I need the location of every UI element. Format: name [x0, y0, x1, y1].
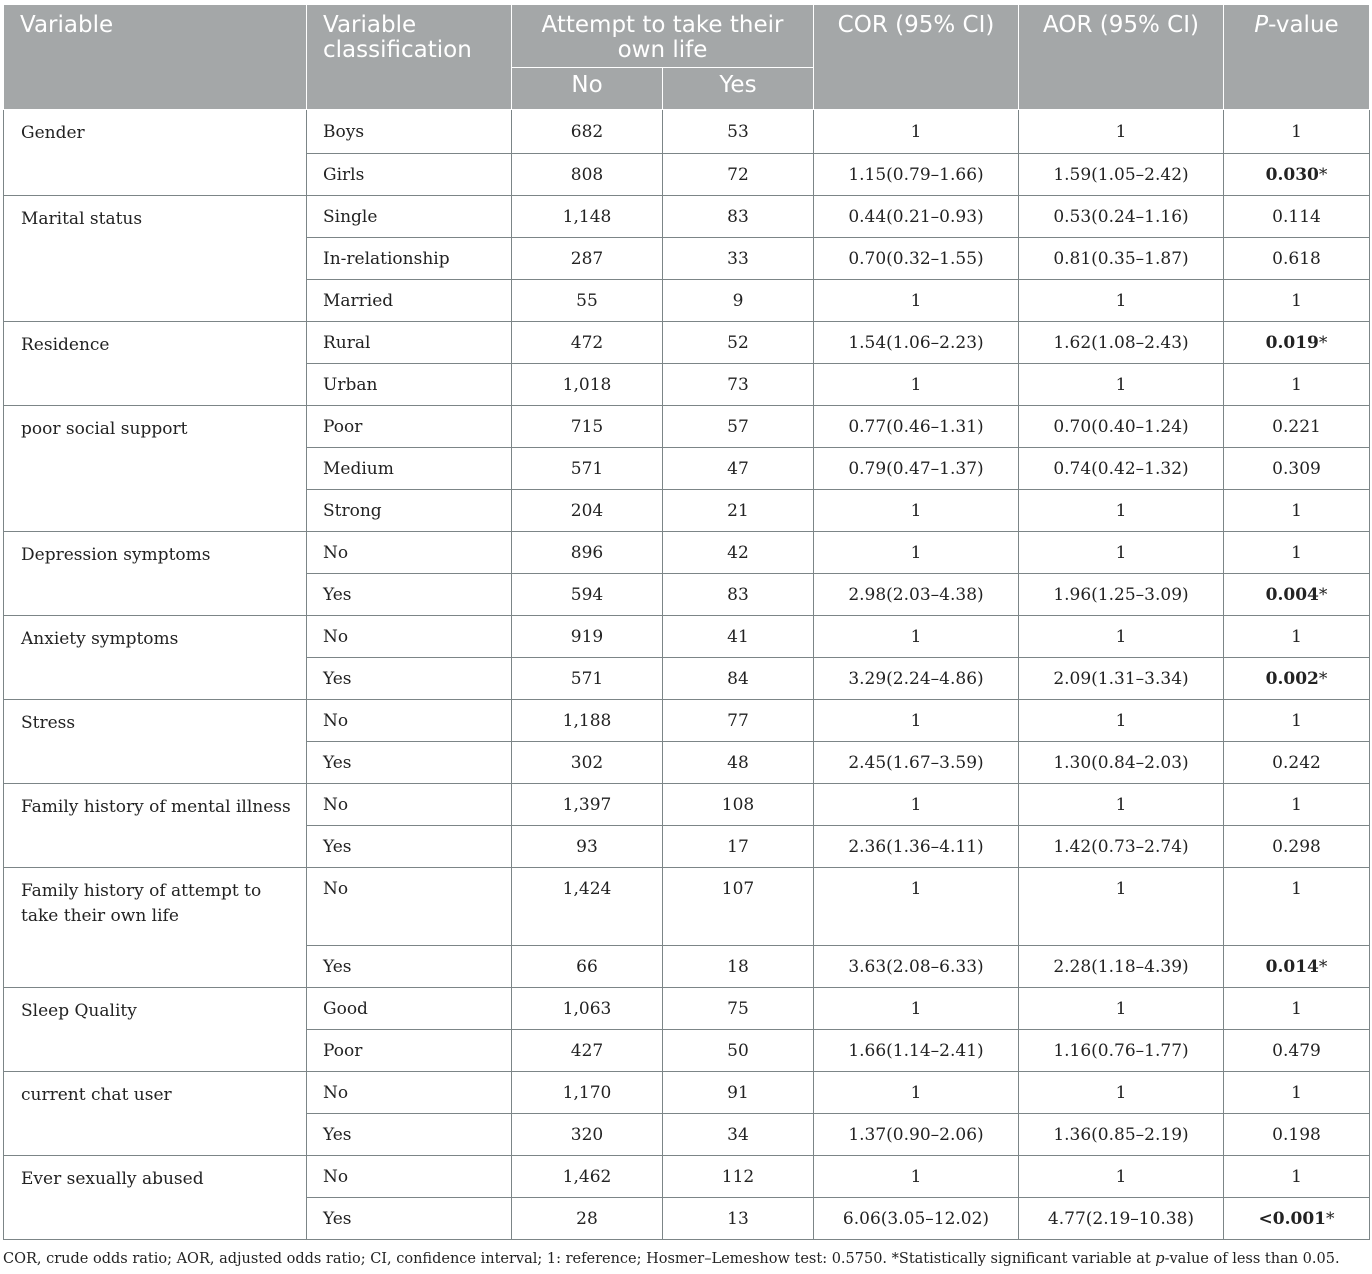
count-yes-cell: 77 [663, 700, 814, 742]
count-yes-cell: 72 [663, 154, 814, 196]
significance-marker: * [1318, 164, 1328, 185]
pvalue-text: 1 [1291, 879, 1302, 899]
aor-cell: 0.74(0.42–1.32) [1019, 448, 1224, 490]
aor-cell: 1.96(1.25–3.09) [1019, 574, 1224, 616]
variable-cell: current chat user [4, 1072, 307, 1156]
pvalue-cell [1224, 658, 1370, 700]
pvalue-cell [1224, 1114, 1370, 1156]
cor-cell: 2.36(1.36–4.11) [814, 826, 1019, 868]
pvalue-cell [1224, 988, 1370, 1030]
variable-cell: Ever sexually abused [4, 1156, 307, 1240]
header-pvalue-italic: P [1254, 12, 1269, 38]
footnote-text-2: -value of less than 0.05. [1164, 1251, 1340, 1267]
aor-cell: 2.28(1.18–4.39) [1019, 946, 1224, 988]
pvalue-text: 0.004 [1265, 584, 1319, 605]
pvalue-cell [1224, 532, 1370, 574]
pvalue-cell [1224, 742, 1370, 784]
pvalue-text: 0.019 [1265, 332, 1319, 353]
classification-cell: Urban [307, 364, 512, 406]
header-attempt: Attempt to take their own life [512, 5, 814, 68]
aor-cell: 1 [1019, 110, 1224, 154]
classification-cell: In-relationship [307, 238, 512, 280]
aor-cell: 1.36(0.85–2.19) [1019, 1114, 1224, 1156]
pvalue-cell [1224, 322, 1370, 364]
cor-cell: 1.37(0.90–2.06) [814, 1114, 1019, 1156]
pvalue-cell [1224, 574, 1370, 616]
aor-cell: 1 [1019, 364, 1224, 406]
count-no-cell: 1,063 [512, 988, 663, 1030]
classification-cell: Poor [307, 406, 512, 448]
pvalue-text: 1 [1291, 626, 1302, 647]
pvalue-text: 0.198 [1272, 1124, 1321, 1145]
classification-cell: Girls [307, 154, 512, 196]
table-row [4, 1072, 1370, 1114]
cor-cell: 1 [814, 700, 1019, 742]
regression-table [3, 4, 1370, 1240]
pvalue-text: 0.479 [1272, 1040, 1321, 1061]
pvalue-text: 0.002 [1265, 668, 1319, 689]
aor-cell: 1.30(0.84–2.03) [1019, 742, 1224, 784]
count-yes-cell: 75 [663, 988, 814, 1030]
count-no-cell: 28 [512, 1198, 663, 1240]
count-no-cell: 1,424 [512, 868, 663, 946]
pvalue-cell [1224, 490, 1370, 532]
pvalue-cell [1224, 238, 1370, 280]
cor-cell: 1 [814, 784, 1019, 826]
table-row [4, 784, 1370, 826]
pvalue-text: 1 [1291, 1166, 1302, 1187]
pvalue-text: 0.242 [1272, 752, 1321, 773]
count-yes-cell: 42 [663, 532, 814, 574]
significance-marker: * [1318, 584, 1328, 605]
count-yes-cell: 34 [663, 1114, 814, 1156]
table-body [4, 110, 1370, 1240]
pvalue-text: 0.014 [1265, 956, 1319, 977]
aor-cell: 1 [1019, 280, 1224, 322]
classification-cell: No [307, 532, 512, 574]
cor-cell: 0.70(0.32–1.55) [814, 238, 1019, 280]
count-no-cell: 204 [512, 490, 663, 532]
table-row [4, 196, 1370, 238]
cor-cell: 1 [814, 616, 1019, 658]
pvalue-text: 0.030 [1265, 164, 1319, 185]
pvalue-text: 1 [1291, 121, 1302, 142]
classification-cell: No [307, 868, 512, 946]
pvalue-cell [1224, 1156, 1370, 1198]
cor-cell: 0.79(0.47–1.37) [814, 448, 1019, 490]
classification-cell: Good [307, 988, 512, 1030]
variable-cell: poor social support [4, 406, 307, 532]
count-yes-cell: 41 [663, 616, 814, 658]
count-yes-cell: 83 [663, 574, 814, 616]
classification-cell: Yes [307, 742, 512, 784]
count-yes-cell: 84 [663, 658, 814, 700]
cor-cell: 1.66(1.14–2.41) [814, 1030, 1019, 1072]
pvalue-cell [1224, 406, 1370, 448]
count-yes-cell: 47 [663, 448, 814, 490]
aor-cell: 1.59(1.05–2.42) [1019, 154, 1224, 196]
classification-cell: No [307, 784, 512, 826]
cor-cell: 1 [814, 490, 1019, 532]
pvalue-cell [1224, 826, 1370, 868]
variable-cell: Stress [4, 700, 307, 784]
count-no-cell: 594 [512, 574, 663, 616]
footnote-text-1: COR, crude odds ratio; AOR, adjusted odds ratio; CI, confidence interval; 1: reference; Hosmer–Lemeshow test: 0.5750. *Statistically significant variable at [3, 1251, 1156, 1267]
count-yes-cell: 48 [663, 742, 814, 784]
count-yes-cell: 52 [663, 322, 814, 364]
aor-cell: 4.77(2.19–10.38) [1019, 1198, 1224, 1240]
count-no-cell: 571 [512, 448, 663, 490]
count-no-cell: 287 [512, 238, 663, 280]
pvalue-text: 1 [1291, 500, 1302, 521]
count-no-cell: 715 [512, 406, 663, 448]
cor-cell: 1 [814, 110, 1019, 154]
aor-cell: 1 [1019, 1156, 1224, 1198]
count-no-cell: 66 [512, 946, 663, 988]
count-no-cell: 919 [512, 616, 663, 658]
significance-marker: * [1318, 956, 1328, 977]
aor-cell: 0.81(0.35–1.87) [1019, 238, 1224, 280]
classification-cell: Boys [307, 110, 512, 154]
count-no-cell: 682 [512, 110, 663, 154]
pvalue-cell [1224, 196, 1370, 238]
classification-cell: Yes [307, 658, 512, 700]
pvalue-cell [1224, 1198, 1370, 1240]
pvalue-text: 0.298 [1272, 836, 1321, 857]
table-row [4, 406, 1370, 448]
aor-cell: 1.62(1.08–2.43) [1019, 322, 1224, 364]
count-yes-cell: 13 [663, 1198, 814, 1240]
classification-cell: No [307, 700, 512, 742]
classification-cell: No [307, 616, 512, 658]
cor-cell: 6.06(3.05–12.02) [814, 1198, 1019, 1240]
count-no-cell: 1,170 [512, 1072, 663, 1114]
aor-cell: 1 [1019, 868, 1224, 946]
pvalue-text: 1 [1291, 710, 1302, 731]
aor-cell: 2.09(1.31–3.34) [1019, 658, 1224, 700]
pvalue-cell [1224, 946, 1370, 988]
pvalue-cell [1224, 448, 1370, 490]
cor-cell: 0.77(0.46–1.31) [814, 406, 1019, 448]
header-pvalue [1224, 5, 1370, 110]
pvalue-cell [1224, 110, 1370, 154]
header-pvalue-rest: -value [1268, 12, 1339, 38]
pvalue-text: 1 [1291, 998, 1302, 1019]
classification-cell: Yes [307, 946, 512, 988]
count-yes-cell: 9 [663, 280, 814, 322]
aor-cell: 1 [1019, 616, 1224, 658]
variable-cell: Family history of mental illness [4, 784, 307, 868]
aor-cell: 1 [1019, 490, 1224, 532]
cor-cell: 1 [814, 532, 1019, 574]
aor-cell: 1.42(0.73–2.74) [1019, 826, 1224, 868]
cor-cell: 3.29(2.24–4.86) [814, 658, 1019, 700]
pvalue-cell [1224, 1030, 1370, 1072]
cor-cell: 2.45(1.67–3.59) [814, 742, 1019, 784]
count-no-cell: 1,462 [512, 1156, 663, 1198]
aor-cell: 1 [1019, 784, 1224, 826]
count-yes-cell: 21 [663, 490, 814, 532]
count-yes-cell: 50 [663, 1030, 814, 1072]
pvalue-text: 0.221 [1272, 416, 1321, 437]
pvalue-text: <0.001 [1258, 1208, 1326, 1229]
cor-cell: 1 [814, 868, 1019, 946]
count-no-cell: 1,397 [512, 784, 663, 826]
count-no-cell: 302 [512, 742, 663, 784]
count-no-cell: 472 [512, 322, 663, 364]
count-no-cell: 93 [512, 826, 663, 868]
cor-cell: 1 [814, 1156, 1019, 1198]
header-aor: AOR (95% CI) [1019, 5, 1224, 110]
table-row [4, 616, 1370, 658]
count-yes-cell: 33 [663, 238, 814, 280]
pvalue-cell [1224, 616, 1370, 658]
footnote-italic-p: p [1155, 1251, 1165, 1267]
table-header [4, 5, 1370, 110]
count-no-cell: 571 [512, 658, 663, 700]
count-no-cell: 1,018 [512, 364, 663, 406]
classification-cell: Single [307, 196, 512, 238]
classification-cell: Yes [307, 826, 512, 868]
cor-cell: 1 [814, 988, 1019, 1030]
header-variable: Variable [4, 5, 307, 110]
pvalue-text: 1 [1291, 374, 1302, 395]
significance-marker: * [1325, 1208, 1335, 1229]
count-no-cell: 427 [512, 1030, 663, 1072]
pvalue-text: 1 [1291, 794, 1302, 815]
count-yes-cell: 112 [663, 1156, 814, 1198]
count-yes-cell: 57 [663, 406, 814, 448]
classification-cell: Strong [307, 490, 512, 532]
cor-cell: 2.98(2.03–4.38) [814, 574, 1019, 616]
variable-cell: Marital status [4, 196, 307, 322]
pvalue-cell [1224, 1072, 1370, 1114]
header-yes: Yes [663, 68, 814, 110]
pvalue-text: 0.309 [1272, 458, 1321, 479]
aor-cell: 0.70(0.40–1.24) [1019, 406, 1224, 448]
count-yes-cell: 73 [663, 364, 814, 406]
classification-cell: Yes [307, 1114, 512, 1156]
pvalue-text: 1 [1291, 290, 1302, 311]
cor-cell: 1 [814, 364, 1019, 406]
count-no-cell: 320 [512, 1114, 663, 1156]
variable-cell: Gender [4, 110, 307, 196]
count-no-cell: 55 [512, 280, 663, 322]
classification-cell: Rural [307, 322, 512, 364]
pvalue-cell [1224, 154, 1370, 196]
classification-cell: No [307, 1156, 512, 1198]
count-yes-cell: 53 [663, 110, 814, 154]
pvalue-text: 0.618 [1272, 248, 1321, 269]
count-yes-cell: 107 [663, 868, 814, 946]
significance-marker: * [1318, 332, 1328, 353]
table-row [4, 322, 1370, 364]
pvalue-text: 1 [1291, 1082, 1302, 1103]
classification-cell: Medium [307, 448, 512, 490]
variable-cell: Depression symptoms [4, 532, 307, 616]
count-no-cell: 896 [512, 532, 663, 574]
aor-cell: 1 [1019, 700, 1224, 742]
classification-cell: Yes [307, 1198, 512, 1240]
significance-marker: * [1318, 668, 1328, 689]
cor-cell: 3.63(2.08–6.33) [814, 946, 1019, 988]
variable-cell: Sleep Quality [4, 988, 307, 1072]
count-no-cell: 1,148 [512, 196, 663, 238]
count-yes-cell: 83 [663, 196, 814, 238]
pvalue-cell [1224, 700, 1370, 742]
table-row [4, 868, 1370, 946]
aor-cell: 1.16(0.76–1.77) [1019, 1030, 1224, 1072]
header-cor: COR (95% CI) [814, 5, 1019, 110]
count-no-cell: 808 [512, 154, 663, 196]
count-yes-cell: 17 [663, 826, 814, 868]
classification-cell: No [307, 1072, 512, 1114]
classification-cell: Poor [307, 1030, 512, 1072]
variable-cell: Anxiety symptoms [4, 616, 307, 700]
count-yes-cell: 91 [663, 1072, 814, 1114]
pvalue-cell [1224, 364, 1370, 406]
pvalue-cell [1224, 280, 1370, 322]
table-row [4, 110, 1370, 154]
variable-cell: Residence [4, 322, 307, 406]
count-no-cell: 1,188 [512, 700, 663, 742]
pvalue-text: 0.114 [1272, 206, 1321, 227]
classification-cell: Married [307, 280, 512, 322]
cor-cell: 1 [814, 280, 1019, 322]
cor-cell: 1.54(1.06–2.23) [814, 322, 1019, 364]
classification-cell: Yes [307, 574, 512, 616]
count-yes-cell: 18 [663, 946, 814, 988]
table-row [4, 700, 1370, 742]
cor-cell: 1.15(0.79–1.66) [814, 154, 1019, 196]
cor-cell: 0.44(0.21–0.93) [814, 196, 1019, 238]
pvalue-cell [1224, 784, 1370, 826]
aor-cell: 1 [1019, 1072, 1224, 1114]
aor-cell: 0.53(0.24–1.16) [1019, 196, 1224, 238]
table-row [4, 1156, 1370, 1198]
variable-cell: Family history of attempt to take their own life [4, 868, 307, 988]
table-footnote [3, 1251, 1369, 1267]
pvalue-cell [1224, 868, 1370, 946]
table-row [4, 532, 1370, 574]
table-row [4, 988, 1370, 1030]
pvalue-text: 1 [1291, 542, 1302, 563]
cor-cell: 1 [814, 1072, 1019, 1114]
aor-cell: 1 [1019, 988, 1224, 1030]
header-no: No [512, 68, 663, 110]
count-yes-cell: 108 [663, 784, 814, 826]
header-classification: Variable classification [307, 5, 512, 110]
aor-cell: 1 [1019, 532, 1224, 574]
